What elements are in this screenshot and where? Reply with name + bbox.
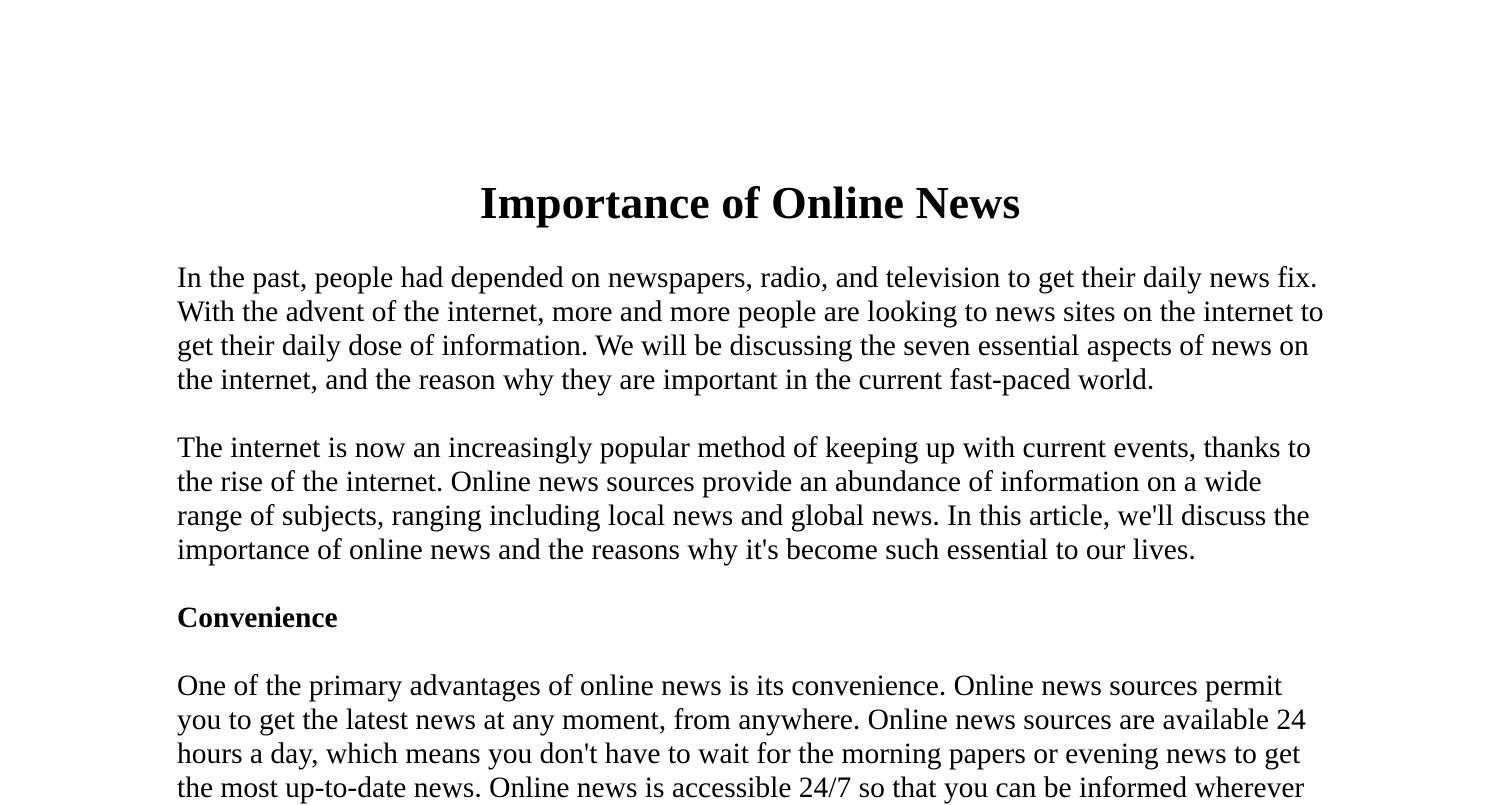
section-heading-convenience: Convenience <box>177 602 338 634</box>
paragraph-line: importance of online news and the reasons why it's become such essential to our lives. <box>177 534 1196 566</box>
paragraph-line: you to get the latest news at any moment, from anywhere. Online news sources are available 24 <box>177 704 1306 736</box>
paragraph-line: The internet is now an increasingly popular method of keeping up with current events, thanks to <box>177 432 1311 464</box>
paragraph-line: range of subjects, ranging including local news and global news. In this article, we'll discuss the <box>177 500 1310 532</box>
paragraph-line: hours a day, which means you don't have to wait for the morning papers or evening news to get <box>177 738 1301 770</box>
paragraph-line: the rise of the internet. Online news sources provide an abundance of information on a wide <box>177 466 1262 498</box>
intro-paragraph <box>177 261 1327 397</box>
paragraph-line: One of the primary advantages of online news is its convenience. Online news sources permit <box>177 670 1283 702</box>
convenience-paragraph <box>177 669 1327 805</box>
paragraph-line: the most up-to-date news. Online news is accessible 24/7 so that you can be informed wherever <box>177 772 1305 804</box>
paragraph-line: In the past, people had depended on newspapers, radio, and television to get their daily news fix. <box>177 262 1318 294</box>
document-title: Importance of Online News <box>479 177 1021 228</box>
second-paragraph <box>177 431 1327 567</box>
paragraph-line: With the advent of the internet, more and more people are looking to news sites on the internet to <box>177 296 1324 328</box>
paragraph-line: the internet, and the reason why they are important in the current fast-paced world. <box>177 364 1155 396</box>
paragraph-line: get their daily dose of information. We will be discussing the seven essential aspects of news on <box>177 330 1309 362</box>
